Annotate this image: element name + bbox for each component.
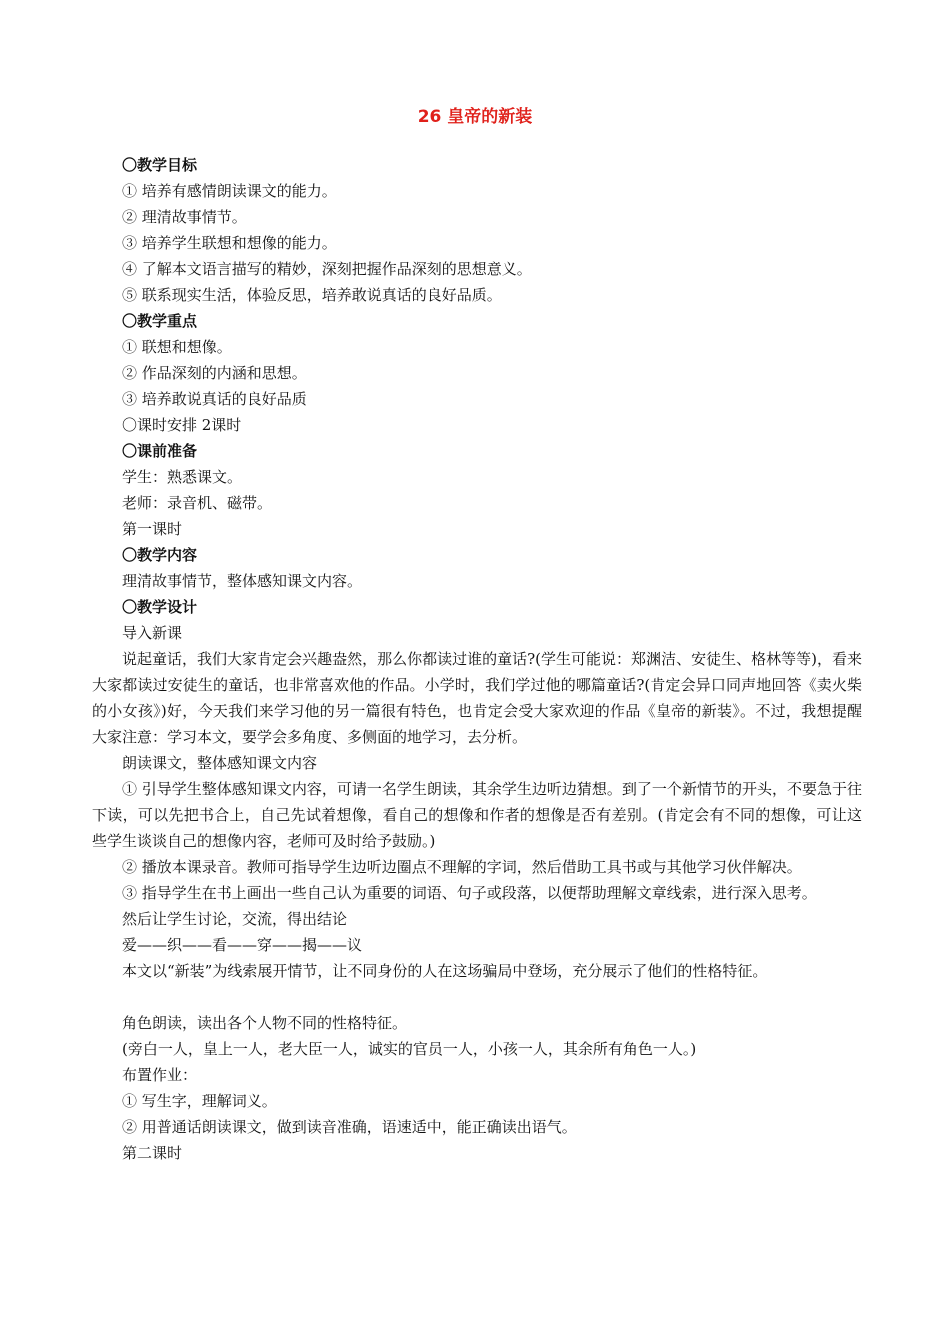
lesson-label: 第一课时: [122, 520, 183, 538]
paragraph: ③ 指导学生在书上画出一些自己认为重要的词语、句子或段落，以便帮助理解文章线索，进行深入思考。: [122, 884, 817, 902]
text-line: 理清故事情节，整体感知课文内容。: [122, 572, 363, 590]
paragraph: ② 播放本课录音。教师可指导学生边听边圈点不理解的字词，然后借助工具书或与其他学习伙伴解决。: [122, 858, 802, 876]
text-line: 学生：熟悉课文。: [122, 468, 243, 486]
list-item: ① 培养有感情朗读课文的能力。: [122, 182, 337, 200]
text-line: 老师：录音机、磁带。: [122, 494, 273, 512]
blank-line: [122, 984, 862, 1010]
section-heading-key-points: 〇教学重点: [122, 312, 198, 330]
list-item: ② 用普通话朗读课文，做到读音准确，语速适中，能正确读出语气。: [122, 1118, 577, 1136]
list-item: ① 写生字，理解词义。: [122, 1092, 277, 1110]
text-line: 角色朗读，读出各个人物不同的性格特征。: [122, 1014, 408, 1032]
list-item: ② 理清故事情节。: [122, 208, 247, 226]
paragraph: ① 引导学生整体感知课文内容，可请一名学生朗读，其余学生边听边猜想。到了一个新情节的开头，不要急于往下读，可以先把书合上，自己先试着想像，看自己的想像和作者的想像是否有差别。(肯定会有不同的想像，可让这些学生谈谈自己的想像内容，老师可及时给予鼓励。): [92, 780, 862, 850]
text-line: 本文以“新装”为线索展开情节，让不同身份的人在这场骗局中登场，充分展示了他们的性格特征。: [122, 962, 768, 980]
subheading: 导入新课: [122, 624, 183, 642]
text-line: 爱——织——看——穿——揭——议: [122, 936, 363, 954]
text-line: 布置作业：: [122, 1066, 198, 1084]
text-line: 然后让学生讨论，交流，得出结论: [122, 910, 348, 928]
section-heading-design: 〇教学设计: [122, 598, 198, 616]
document-body: [92, 152, 862, 1166]
list-item: ④ 了解本文语言描写的精妙，深刻把握作品深刻的思想意义。: [122, 260, 532, 278]
section-heading-objectives: 〇教学目标: [122, 156, 198, 174]
schedule-line: 〇课时安排 2课时: [122, 416, 242, 434]
subheading: 朗读课文，整体感知课文内容: [122, 754, 318, 772]
lesson-label: 第二课时: [122, 1144, 183, 1162]
list-item: ③ 培养学生联想和想像的能力。: [122, 234, 337, 252]
list-item: ① 联想和想像。: [122, 338, 232, 356]
document-title: 26 皇帝的新装: [417, 107, 533, 127]
section-heading-preparation: 〇课前准备: [122, 442, 198, 460]
section-heading-content: 〇教学内容: [122, 546, 198, 564]
text-line: (旁白一人，皇上一人，老大臣一人，诚实的官员一人，小孩一人，其余所有角色一人。): [122, 1040, 697, 1058]
list-item: ③ 培养敢说真话的良好品质: [122, 390, 307, 408]
list-item: ② 作品深刻的内涵和思想。: [122, 364, 307, 382]
paragraph: 说起童话，我们大家肯定会兴趣盎然，那么你都读过谁的童话?(学生可能说：郑渊洁、安徒生、格林等等)，看来大家都读过安徒生的童话，也非常喜欢他的作品。小学时，我们学过他的哪篇童话?(肯定会异口同声地回答《卖火柴的小女孩》)好，今天我们来学习他的另一篇很有特色，也肯定会受大家欢迎的作品《皇帝的新装》。不过，我想提醒大家注意：学习本文，要学会多角度、多侧面的地学习，去分析。: [92, 650, 862, 746]
list-item: ⑤ 联系现实生活，体验反思，培养敢说真话的良好品质。: [122, 286, 502, 304]
